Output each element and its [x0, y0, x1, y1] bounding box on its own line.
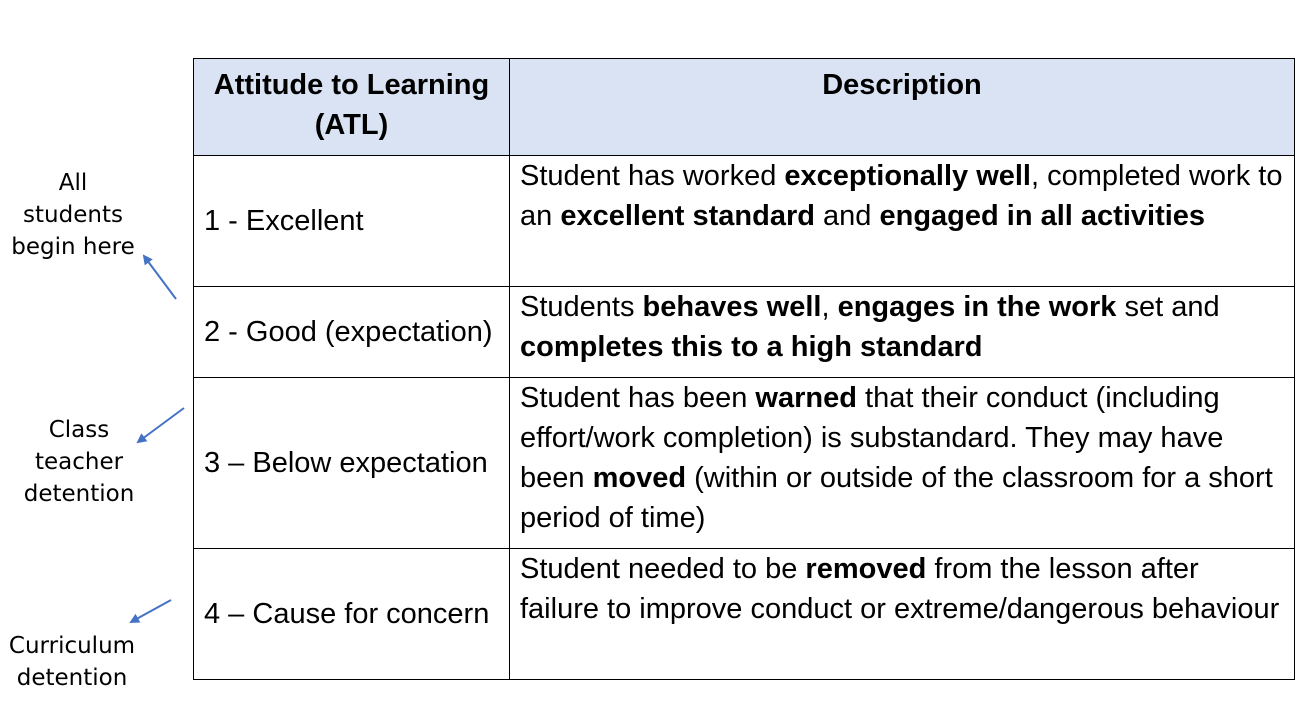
arrow-to-all-students — [144, 256, 176, 299]
description-text: from the lesson after failure to improve conduct or extreme/dangerous behaviour — [520, 553, 1280, 625]
rating-cell: 3 – Below expectation — [194, 378, 510, 549]
description-cell — [510, 549, 1295, 680]
description-emphasis: engaged in all activities — [879, 200, 1206, 232]
table-row — [194, 156, 1295, 287]
description-emphasis: warned — [755, 382, 857, 414]
side-note-class-teacher-detention: Class teacher detention — [23, 417, 135, 507]
table-row — [194, 378, 1295, 549]
description-text: set and — [1116, 291, 1220, 323]
table-row — [194, 287, 1295, 378]
description-text: Student needed to be — [520, 553, 806, 585]
description-emphasis: engages in the work — [837, 291, 1117, 323]
side-note-all-students: All students begin here — [11, 170, 135, 260]
description-text: that their conduct (including effort/work completion) is substandard. They may have been — [520, 382, 1224, 494]
description-text: (within or outside of the classroom for a short period of time) — [520, 462, 1273, 534]
rating-cell: 1 - Excellent — [194, 156, 510, 287]
description-emphasis: completes this to a high standard — [520, 331, 983, 363]
description-emphasis: removed — [805, 553, 927, 585]
header-row — [194, 59, 1295, 156]
arrow-to-curriculum-detention — [131, 600, 171, 622]
rating-cell: 4 – Cause for concern — [194, 549, 510, 680]
rating-cell: 2 - Good (expectation) — [194, 287, 510, 378]
description-text: , completed work to an — [520, 160, 1283, 232]
description-text: Student has been — [520, 382, 756, 414]
arrow-to-class-teacher-detention — [138, 408, 184, 442]
header-atl: Attitude to Learning (ATL) — [194, 59, 510, 156]
table-row — [194, 549, 1295, 680]
description-text: Student has worked — [520, 160, 785, 192]
description-emphasis: moved — [592, 462, 687, 494]
description-cell — [510, 156, 1295, 287]
description-text: Students — [520, 291, 643, 323]
atl-table — [193, 58, 1295, 680]
description-cell — [510, 287, 1295, 378]
description-text: , — [821, 291, 838, 323]
side-note-curriculum-detention: Curriculum detention — [8, 633, 136, 691]
description-emphasis: behaves well — [642, 291, 822, 323]
description-emphasis: excellent standard — [560, 200, 815, 232]
header-description: Description — [510, 59, 1295, 156]
description-emphasis: exceptionally well — [784, 160, 1031, 192]
description-text: and — [814, 200, 880, 232]
description-cell — [510, 378, 1295, 549]
